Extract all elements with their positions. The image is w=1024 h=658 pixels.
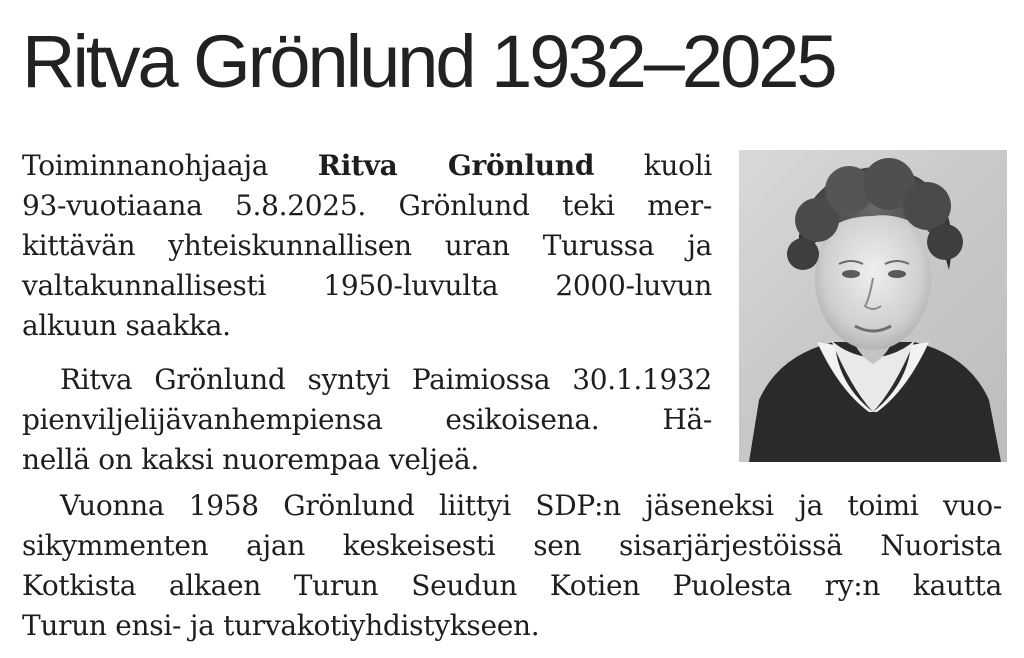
paragraph-2-line-1: Ritva Grönlund syntyi Paimiossa 30.1.1932: [60, 363, 712, 396]
paragraph-3-line-1: Vuonna 1958 Grönlund liittyi SDP:n jäseneksi ja toimi vuo-: [60, 489, 1002, 522]
person-name: Ritva Grönlund: [317, 149, 595, 182]
paragraph-1-line-5: alkuun saakka.: [22, 309, 231, 342]
paragraph-1-line-3: kittävän yhteiskunnallisen uran Turussa ja: [22, 229, 712, 262]
paragraph-1-line-4: valtakunnallisesti 1950-luvulta 2000-luvun: [22, 269, 712, 302]
p1-line1-prefix: Toiminnanohjaaja: [22, 149, 318, 182]
p1-line1-suffix: kuoli: [594, 149, 713, 182]
paragraph-3-line-4: Turun ensi- ja turvakotiyhdistykseen.: [22, 609, 540, 642]
paragraph-3-line-3: Kotkista alkaen Turun Seudun Kotien Puolesta ry:n kautta: [22, 569, 1002, 602]
headline: Ritva Grönlund 1932–2025: [22, 20, 835, 103]
paragraph-1-line-2: 93-vuotiaana 5.8.2025. Grönlund teki mer-: [22, 189, 712, 222]
paragraph-1-line-1: [22, 146, 712, 186]
portrait-photo: [739, 150, 1007, 462]
paragraph-2-line-2: pienviljelijävanhempiensa esikoisena. Hä-: [22, 403, 712, 436]
paragraph-3-line-2: sikymmenten ajan keskeisesti sen sisarjärjestöissä Nuorista: [22, 529, 1002, 562]
portrait-illustration: [739, 150, 1007, 462]
paragraph-2-line-3: nellä on kaksi nuorempaa veljeä.: [22, 443, 479, 476]
